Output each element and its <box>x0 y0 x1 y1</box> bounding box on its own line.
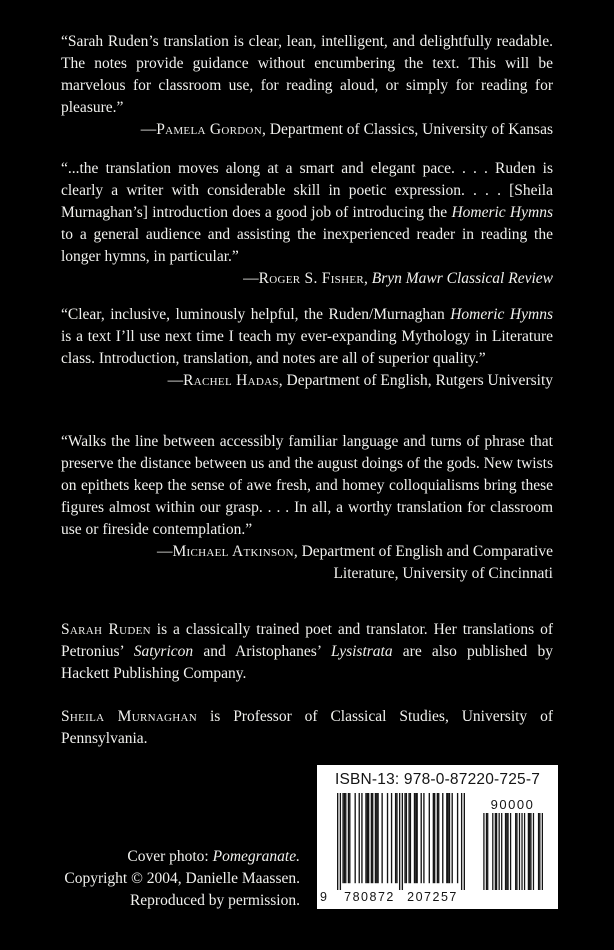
reviewer-name: Roger S. Fisher <box>258 270 364 287</box>
author-bio-sheila-murnaghan <box>61 706 553 750</box>
bio-text <box>61 619 553 685</box>
bio-text <box>61 706 553 750</box>
review-quote-2 <box>61 158 553 290</box>
quote-text <box>61 304 553 370</box>
author-name: Sheila Murnaghan <box>61 708 198 725</box>
bio-body-text: is Professor of Classical Studies, University of Pennsylvania. <box>61 708 553 747</box>
cover-photo-credit <box>61 846 300 912</box>
author-name: Sarah Ruden <box>61 621 151 638</box>
review-quote-4 <box>61 431 553 585</box>
book-title-italic: Homeric Hymns <box>450 306 553 323</box>
reviewer-affiliation: , Department of English and Comparative <box>293 543 553 560</box>
bio-body-text: is a classically trained poet and translator. Her translations of Petronius’ <box>61 621 553 660</box>
supplement-barcode <box>482 813 543 890</box>
ean13-barcode <box>337 793 465 890</box>
quote-attribution <box>61 268 553 290</box>
attribution-dash: — <box>156 543 173 560</box>
reviewer-name: Rachel Hadas <box>183 372 279 389</box>
credit-line-2: Copyright © 2004, Danielle Maassen. <box>64 870 300 887</box>
quote-attribution-line2: Literature, University of Cincinnati <box>333 565 553 582</box>
journal-title-italic: Bryn Mawr Classical Review <box>371 270 553 287</box>
review-quote-1 <box>61 31 553 141</box>
book-title-italic: Homeric Hymns <box>451 204 553 221</box>
attribution-dash: — <box>167 372 184 389</box>
bio-body-text: are also published by Hackett Publishing Company. <box>61 643 553 682</box>
reviewer-affiliation: , <box>364 270 372 287</box>
barcode-digit-leading: 9 <box>320 890 327 904</box>
quote-body-text: is a text I’ll use next time I teach my ever-expanding Mythology in Literature class. Introduction, translation, and notes are all of superior quality.” <box>61 328 553 367</box>
review-quote-3 <box>61 304 553 392</box>
quote-attribution <box>61 370 553 392</box>
quote-body-text: “Clear, inclusive, luminously helpful, the Ruden/Murnaghan <box>61 306 451 323</box>
barcode-digits-right-group: 207257 <box>407 890 458 904</box>
quote-text <box>61 431 553 541</box>
attribution-dash: — <box>140 121 157 138</box>
book-title-italic: Lysistrata <box>331 643 393 660</box>
quote-attribution <box>61 541 553 563</box>
credit-line-1 <box>61 846 300 868</box>
barcode-digits-left-group: 780872 <box>344 890 395 904</box>
quote-attribution <box>61 119 553 141</box>
quote-body-text: to a general audience and assisting the inexperienced reader in reading the longer hymns, in particular.” <box>61 226 553 265</box>
reviewer-affiliation: , Department of Classics, University of Kansas <box>262 121 553 138</box>
attribution-dash: — <box>243 270 259 287</box>
reviewer-name: Pamela Gordon <box>156 121 262 138</box>
quote-body-text: “Sarah Ruden’s translation is clear, lean, intelligent, and delightfully readable. The notes provide guidance without encumbering the text. This will be marvelous for classroom use, for reading aloud, or simply for reading for pleasure.” <box>61 33 553 116</box>
credit-line-3: Reproduced by permission. <box>129 892 300 909</box>
price-code: 90000 <box>490 797 535 812</box>
quote-body-text: “...the translation moves along at a smart and elegant pace. . . . Ruden is clearly a writer with considerable skill in poetic expression. . . . [Sheila Murnaghan’s] introduction does a good job of introducing the <box>61 160 553 221</box>
bio-body-text: and Aristophanes’ <box>193 643 332 660</box>
credit-text: Cover photo: <box>127 848 213 865</box>
quote-body-text: “Walks the line between accessibly familiar language and turns of phrase that preserve the distance between us and the august doings of the gods. New twists on epithets keep the sense of awe fresh, and homey colloquialisms bring these figures almost within our grasp. . . . In all, a worthy translation for classroom use or fireside contemplation.” <box>61 433 553 538</box>
reviewer-name: Michael Atkinson <box>172 543 294 560</box>
quote-text <box>61 31 553 119</box>
barcode-panel <box>317 765 558 909</box>
author-bio-sarah-ruden <box>61 619 553 685</box>
isbn-label: ISBN-13: 978-0-87220-725-7 <box>334 771 541 788</box>
quote-text <box>61 158 553 268</box>
reviewer-affiliation: , Department of English, Rutgers University <box>278 372 553 389</box>
photo-title-italic: Pomegranate. <box>212 848 300 865</box>
book-title-italic: Satyricon <box>133 643 194 660</box>
